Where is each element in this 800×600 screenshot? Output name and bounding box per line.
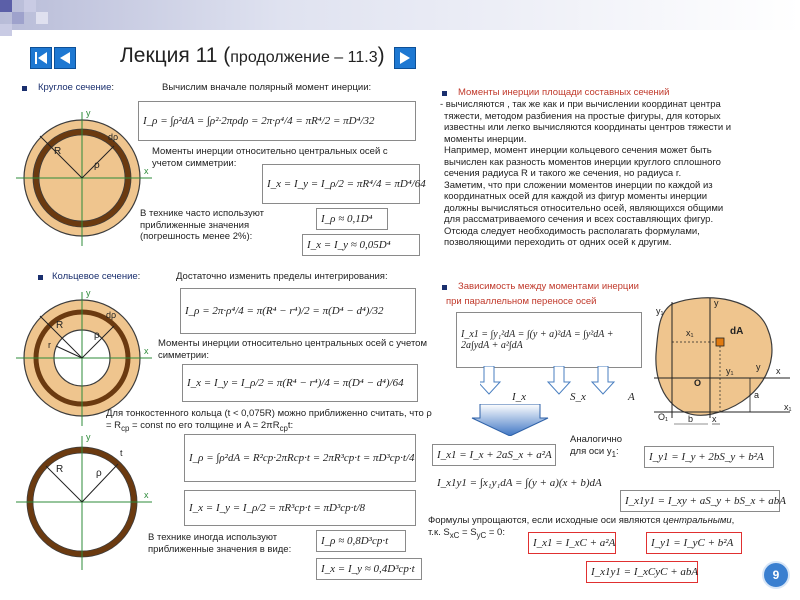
formula-polar-round: I_ρ = ∫ρ²dA = ∫ρ²·2πρdρ = 2π·ρ⁴/4 = πR⁴/2 = πD⁴/32: [138, 101, 416, 141]
decor-square: [24, 0, 36, 12]
drho-label: dρ: [108, 132, 119, 142]
axis-x-label: x: [144, 166, 149, 176]
radius-label: R: [56, 320, 64, 331]
bullet: [22, 86, 27, 91]
label-y1-mid: y₁: [726, 366, 734, 376]
formula-iy1: I_y1 = I_y + 2bS_y + b²A: [644, 446, 774, 468]
bullet: [442, 91, 447, 96]
axis-y-label: y: [86, 108, 91, 118]
formula-central-thin: I_x = I_y = I_ρ/2 = πR³ср·t = πD³ср·t/8: [184, 490, 416, 526]
decor-square: [12, 12, 24, 24]
ring-intro: Достаточно изменить пределы интегрирования:: [176, 271, 388, 282]
composite-body: - вычисляются , так же как и при вычислении координат центра тяжести, методом разбиения на простые фигуры, для которых известны или легко вычисляются координаты центров тяжести и моменты инерции. Например, момент инерции кольцевого сечения может быть вычислен как разность моментов инерции круглого сплошного сечения радиуса R и такого же сечения, но радиуса r. Заметим, что при сложении моментов инерции по каждой из координатных осей для каждой из фигур моменты инерции должны вычисляться относительно осей, являющихся общими для рассматриваемого сечения и всех составляющих фигур. Отсюда следует необходимость располагать формулами, позволяющими переходить от одних осей к другим.: [440, 99, 732, 248]
axis-x-label: x: [144, 346, 149, 356]
axis-y-label: y: [86, 288, 91, 298]
label-O: O: [694, 378, 702, 388]
decor-square: [0, 24, 12, 36]
formula-central-ring: I_x = I_y = I_ρ/2 = π(R⁴ − r⁴)/4 = π(D⁴ − d⁴)/64: [182, 364, 418, 402]
ring-central-text: Моменты инерции относительно центральных осей с учетом симметрии:: [158, 338, 428, 361]
formula-ix1: I_x1 = I_x + 2aS_x + a²A: [432, 444, 556, 466]
parallel-heading-1: Зависимость между моментами инерции: [458, 281, 639, 292]
label-a: A: [628, 391, 635, 403]
label-x1-top: x₁: [686, 328, 694, 338]
formula-approx-polar: I_ρ ≈ 0,1D⁴: [316, 208, 388, 230]
label-ix: I_x: [512, 391, 527, 403]
rho-label: ρ: [94, 330, 100, 341]
formula-ixy-integral: I_x1y1 = ∫x₁y₁dA = ∫(y + a)(x + b)dA: [432, 470, 628, 496]
formula-parallel-main: I_x1 = ∫y₁²dA = ∫(y + a)²dA = ∫y²dA + 2a∫ydA + a²∫dA: [456, 312, 642, 368]
formula-approx-central: I_x = I_y ≈ 0,05D⁴: [302, 234, 420, 256]
parallel-axes-figure: [650, 294, 798, 434]
label-x-bottom: x: [712, 414, 717, 424]
formula-central-x: I_x1 = I_xC + a²A: [528, 532, 616, 554]
parallel-heading-2: при параллельном переносе осей: [446, 296, 597, 307]
label-O1: O₁: [658, 412, 669, 422]
page-title: Лекция 11 (продолжение – 11.3): [120, 44, 385, 67]
radius-label: R: [56, 464, 64, 475]
thickness-label: t: [120, 448, 123, 458]
prev-icon: [55, 48, 75, 68]
prev-slide-button[interactable]: [54, 47, 76, 69]
rho-label: ρ: [96, 468, 102, 479]
round-section-heading: Круглое сечение:: [38, 82, 115, 93]
page-number-badge: 9: [762, 561, 790, 589]
decor-square: [0, 0, 12, 12]
derivation-arrows: [480, 366, 640, 408]
axis-x-label: x: [144, 490, 149, 500]
label-b: b: [688, 414, 694, 424]
formula-central-round: I_x = I_y = I_ρ/2 = πR⁴/4 = πD⁴/64: [262, 164, 420, 204]
central-note: Формулы упрощаются, если исходные оси являются центральными, т.к. $S_{xC} = S_{yC} = 0$:: [428, 515, 735, 540]
radius-label: R: [54, 146, 62, 157]
next-icon: [395, 48, 415, 68]
bullet: [442, 285, 447, 290]
label-y-mid: y: [756, 362, 761, 372]
analog-text: Аналогично для оси $y_1$:: [570, 434, 623, 459]
round-intro: Вычислим вначале полярный момент инерции:: [162, 82, 372, 93]
formula-polar-thin: I_ρ = ∫ρ²dA = R²ср·2πRср·t = 2πR³ср·t = πD³ср·t/4: [184, 434, 416, 482]
label-sx: S_x: [570, 391, 586, 403]
drho-label: dρ: [106, 310, 117, 320]
rho-label: ρ: [94, 160, 100, 171]
label-y: y: [714, 298, 719, 308]
round-central-text: Моменты инерции относительно центральных осей с учетом симметрии:: [152, 146, 388, 169]
first-icon: [31, 48, 51, 68]
formula-approx-thin-polar: I_ρ ≈ 0,8D³ср·t: [316, 530, 406, 552]
round-approx-text: В технике часто используют приближенные значения (погрешность менее 2%):: [140, 208, 264, 242]
formula-polar-ring: I_ρ = 2π·ρ⁴/4 = π(R⁴ − r⁴)/2 = π(D⁴ − d⁴)/32: [180, 288, 416, 334]
first-slide-button[interactable]: [30, 47, 52, 69]
formula-approx-thin-central: I_x = I_y ≈ 0,4D³ср·t: [316, 558, 422, 580]
thin-ring-text: Для тонкостенного кольца (t < 0,075R) можно приближенно считать, что $\rho = R_{ср}$ = const по его толщине и $A = 2\pi R_{ср}t$:: [106, 408, 432, 433]
decor-square: [36, 12, 48, 24]
header-band: [0, 0, 800, 30]
formula-central-y: I_y1 = I_yC + b²A: [646, 532, 742, 554]
thin-ring-figure: [10, 428, 158, 578]
label-x: x: [776, 366, 781, 376]
formula-central-xy: I_x1y1 = I_xCyC + abA: [586, 561, 698, 583]
axis-y-label: y: [86, 432, 91, 442]
bullet: [38, 275, 43, 280]
thin-approx-text: В технике иногда используют приближенные значения в виде:: [148, 532, 292, 555]
label-y1: y₁: [656, 306, 664, 316]
label-a: a: [754, 390, 760, 400]
composite-heading: Моменты инерции площади составных сечений: [458, 87, 670, 98]
formula-ixy: I_x1y1 = I_xy + aS_y + bS_x + abA: [620, 490, 780, 512]
round-section-figure: [10, 104, 158, 254]
label-x1: x₁: [784, 402, 792, 412]
big-arrow: [470, 404, 550, 436]
label-dA: dA: [730, 326, 744, 337]
ring-section-heading: Кольцевое сечение:: [52, 271, 141, 282]
inner-radius-label: r: [48, 340, 51, 350]
next-slide-button[interactable]: [394, 47, 416, 69]
